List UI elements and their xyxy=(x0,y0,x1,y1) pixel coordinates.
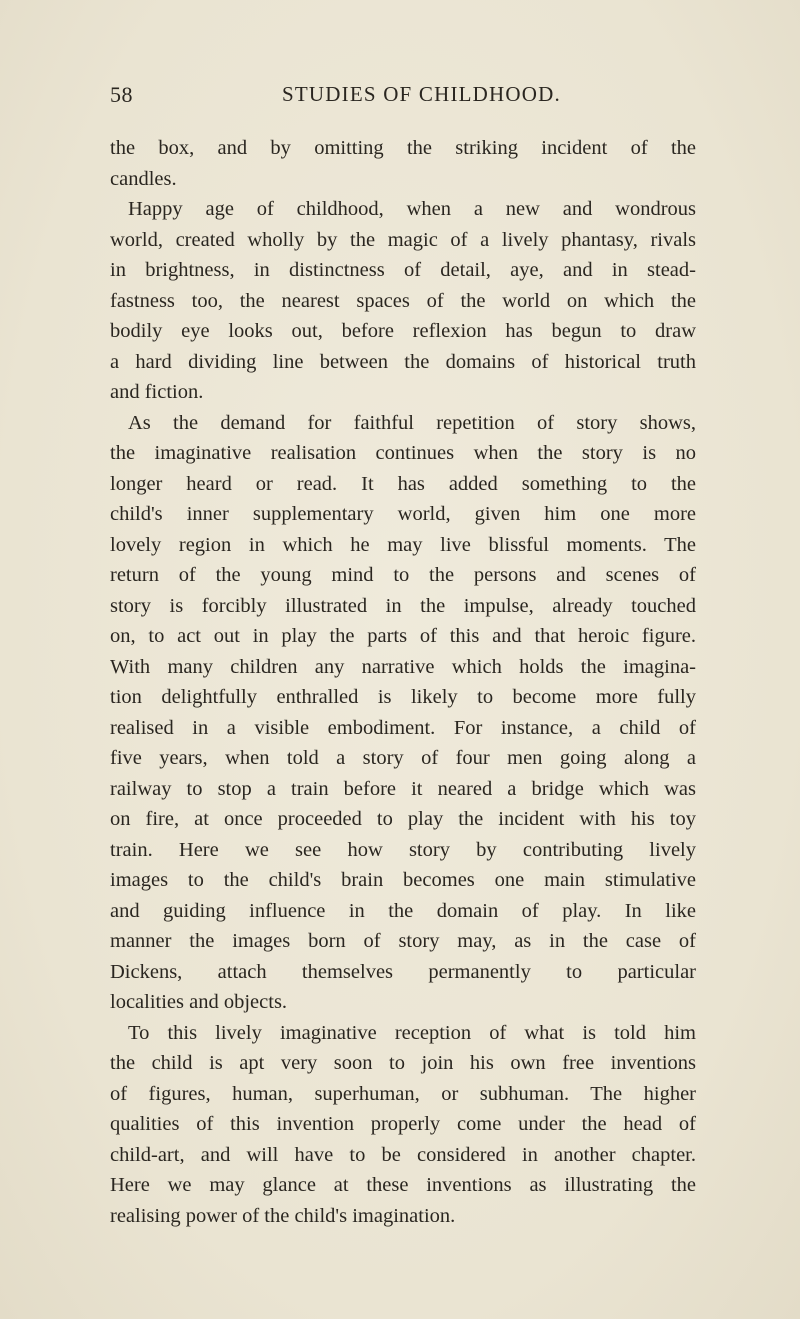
text-line: child-art, and will have to be considered in another chapter. xyxy=(110,1143,696,1166)
text-line: five years, when told a story of four men going along a xyxy=(110,747,696,769)
page-number: 58 xyxy=(110,82,133,107)
text-line: the box, and by omitting the striking incident of the xyxy=(110,137,696,159)
text-line: realised in a visible embodiment. For instance, a child of xyxy=(110,716,696,739)
text-line: and fiction. xyxy=(110,381,204,403)
text-line: in brightness, in distinctness of detail, aye, and in stead- xyxy=(110,259,696,281)
text-line: a hard dividing line between the domains of historical truth xyxy=(110,350,696,373)
text-line: return of the young mind to the persons and scenes of xyxy=(110,564,696,586)
text-line: longer heard or read. It has added something to the xyxy=(110,472,696,495)
text-line: of figures, human, superhuman, or subhuman. The higher xyxy=(110,1082,696,1105)
body-text xyxy=(110,133,696,1231)
text-line: Happy age of childhood, when a new and wondrous xyxy=(128,198,696,220)
text-line: Dickens, attach themselves permanently to particular xyxy=(110,960,696,983)
text-line: on, to act out in play the parts of this and that heroic figure. xyxy=(110,625,696,647)
text-line: lovely region in which he may live blissful moments. The xyxy=(110,533,696,556)
text-line: localities and objects. xyxy=(110,991,288,1013)
text-line: child's inner supplementary world, given him one more xyxy=(110,503,696,525)
text-line: train. Here we see how story by contributing lively xyxy=(110,838,696,861)
text-line: story is forcibly illustrated in the impulse, already touched xyxy=(110,594,696,617)
text-line: tion delightfully enthralled is likely to become more fully xyxy=(110,686,696,708)
text-line: on fire, at once proceeded to play the incident with his toy xyxy=(110,808,696,830)
text-line: With many children any narrative which holds the imagina- xyxy=(110,655,696,678)
text-line: and guiding influence in the domain of play. In like xyxy=(110,899,696,922)
text-line: To this lively imaginative reception of what is told him xyxy=(128,1021,696,1044)
page-header xyxy=(110,82,690,112)
text-line: qualities of this invention properly come under the head of xyxy=(110,1113,696,1135)
text-line: fastness too, the nearest spaces of the world on which the xyxy=(110,289,696,312)
text-line: manner the images born of story may, as in the case of xyxy=(110,930,696,952)
text-line: the child is apt very soon to join his own free inventions xyxy=(110,1052,696,1074)
text-line: Here we may glance at these inventions as illustrating the xyxy=(110,1174,696,1196)
text-line: realising power of the child's imagination. xyxy=(110,1204,456,1227)
text-line: As the demand for faithful repetition of story shows, xyxy=(128,411,696,434)
text-line: railway to stop a train before it neared a bridge which was xyxy=(110,777,696,800)
text-line: the imaginative realisation continues when the story is no xyxy=(110,442,696,464)
text-line: world, created wholly by the magic of a lively phantasy, rivals xyxy=(110,228,696,251)
text-line: candles. xyxy=(110,167,177,190)
running-head: STUDIES OF CHILDHOOD. xyxy=(282,82,561,106)
text-line: bodily eye looks out, before reflexion has begun to draw xyxy=(110,320,696,342)
text-line: images to the child's brain becomes one main stimulative xyxy=(110,869,696,891)
